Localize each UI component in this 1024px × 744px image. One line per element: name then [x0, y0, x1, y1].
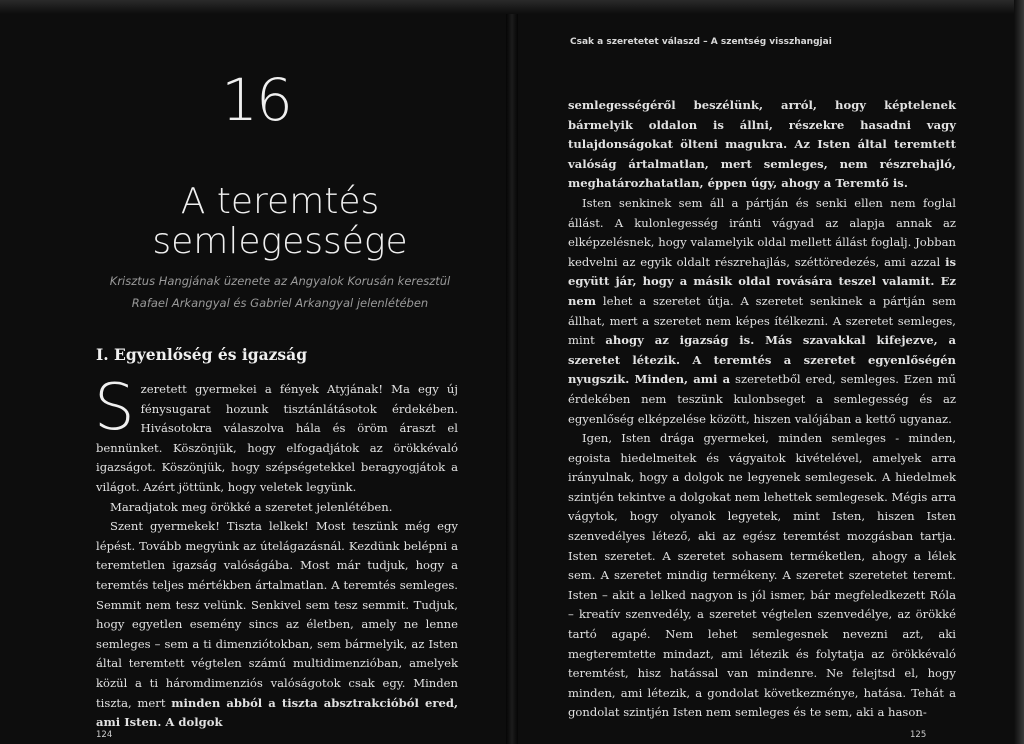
section-heading: I. Egyenlőség és igazság	[96, 345, 308, 364]
chapter-title	[0, 182, 560, 262]
book-gutter	[506, 0, 518, 744]
chapter-subtitle: Krisztus Hangjának üzenete az Angyalok Korusán keresztül Rafael Arkangyal és Gabriel Arkangyal jelenlétében	[109, 274, 451, 310]
drop-cap: S	[94, 371, 135, 445]
left-body-text	[94, 371, 458, 733]
chapter-title-line2: semlegessége	[152, 221, 408, 262]
page-number: 124	[96, 730, 113, 740]
bold-text: minden abból a tiszta absztrakcióból ered, ami Isten. A dolgok	[96, 695, 458, 730]
paragraph-text: Isten senkinek sem áll a pártján és senki ellen nem foglal állást. A kulonlegesség iránti vágyad az alapja annak az elképzelésnek, hogy valamelyik oldal mellett állást foglalj. Jobban kedvelni az egyik oldalt részrehajlás, széttöredezés, ami azzal	[568, 195, 956, 269]
running-head: Csak a szeretetet válaszd – A szentség visszhangjai	[570, 37, 832, 47]
paragraph-text: szeretetből ered, semleges. Ezen mű érdekében nem teszünk kulonbseget a semlegesség és az egyenlőség elképzelése között, hiszen valójában a kettő ugyanaz.	[568, 372, 956, 426]
chapter-title-line1: A teremtés	[180, 181, 380, 222]
page-edge-right	[1014, 0, 1024, 744]
bold-text: is együtt jár, hogy a másik oldal rovására teszel valamit. Ez nem	[568, 254, 957, 308]
chapter-number: 16	[221, 66, 291, 134]
page-number: 125	[910, 730, 927, 740]
paragraph-text: Szent gyermekek! Tiszta lelkek! Most teszünk még egy lépést. Tovább megyünk az útelágazásnál. Kezdünk belépni a teremtetlen igazság valóságába. Most már tudjuk, hogy a teremtés teljes mértékben ártalmatlan. A teremtés semleges. Semmit nem tesz velünk. Senkivel sem tesz semmit. Tudjuk, hogy egyetlen esemény sincs az életben, amely ne lenne semleges – sem a ti dimenziótokban, sem bármelyik, az Isten által teremtett végtelen számú multidimenzióban, amelyek közül a ti háromdimenziós valóságotok csak egy. Minden tiszta, mert	[96, 519, 458, 710]
right-body-text	[568, 96, 956, 723]
bold-paragraph: semlegességéről beszélünk, arról, hogy képtelenek bármelyik oldalon is állni, részekre hasadni vagy tulajdonságokat ölteni magukra. Az Isten által teremtett valóság ártalmatlan, mert semleges, nem részrehajló, meghatározhatatlan, éppen úgy, ahogy a Teremtő is.	[568, 98, 956, 191]
page-edge-top	[0, 0, 1024, 14]
paragraph-text: zeretett gyermekei a fények Atyjának! Ma egy új fénysugarat hozunk tisztánlátásotok érdekében. Hivásotokra válaszolva hála és öröm áraszt el bennünket. Köszönjük, hogy elfogadjátok az örökkévaló igazságot. Köszönjük, hogy szépségetekkel beragyogjátok a világot. Azért jöttünk, hogy veletek legyünk.	[96, 382, 458, 494]
paragraph	[568, 194, 956, 429]
paragraph: Maradjatok meg örökké a szeretet jelenlétében.	[110, 499, 393, 514]
bold-text: ahogy az igazság is. Más szavakkal kifejezve, a szeretet létezik. A teremtés a szeretet egyenlőségén nyugszik. Minden, ami a	[568, 333, 957, 387]
paragraph	[96, 517, 458, 733]
opening-paragraph	[94, 371, 458, 498]
paragraph-text: lehet a szeretet útja. A szeretet senkinek a pártján sem állhat, mert a szeretet nem képes ítélkezni. A szeretet semleges, mint	[568, 293, 957, 348]
paragraph: Igen, Isten drága gyermekei, minden semleges - minden, egoista hiedelmeitek és vágyaitok kivételével, amelyek arra irányulnak, hogy a dolgok ne legyenek semlegesek. A hiedelmek szintjén tekintve a dolgokat nem lehettek semlegesek. Mégis arra vágytok, hogy olyanok legyetek, mint Isten, hiszen Isten szenvedélyes létező, aki az egész teremtést mozgásban tartja. Isten szeretet. A szeretet sohasem terméketlen, ahogy a lélek sem. A szeretet mindig termékeny. A szeretet szeretetet teremt. Isten – akit a lelked nagyon is jól ismer, bár megfeledkezett Róla – kreatív szenvedély, a szeretet végtelen szenvedélye, az örökké tartó agapé. Nem lehet semlegesnek nevezni azt, aki megteremtette mindazt, ami létezik és folytatja az örökkévaló teremtést, hisz hatással van mindenre. Ne felejtsd el, hogy minden, ami létezik, a gondolat következménye, hatása. Tehát a gondolat szintjén Isten nem semleges és te sem, aki a hason-	[568, 431, 956, 720]
